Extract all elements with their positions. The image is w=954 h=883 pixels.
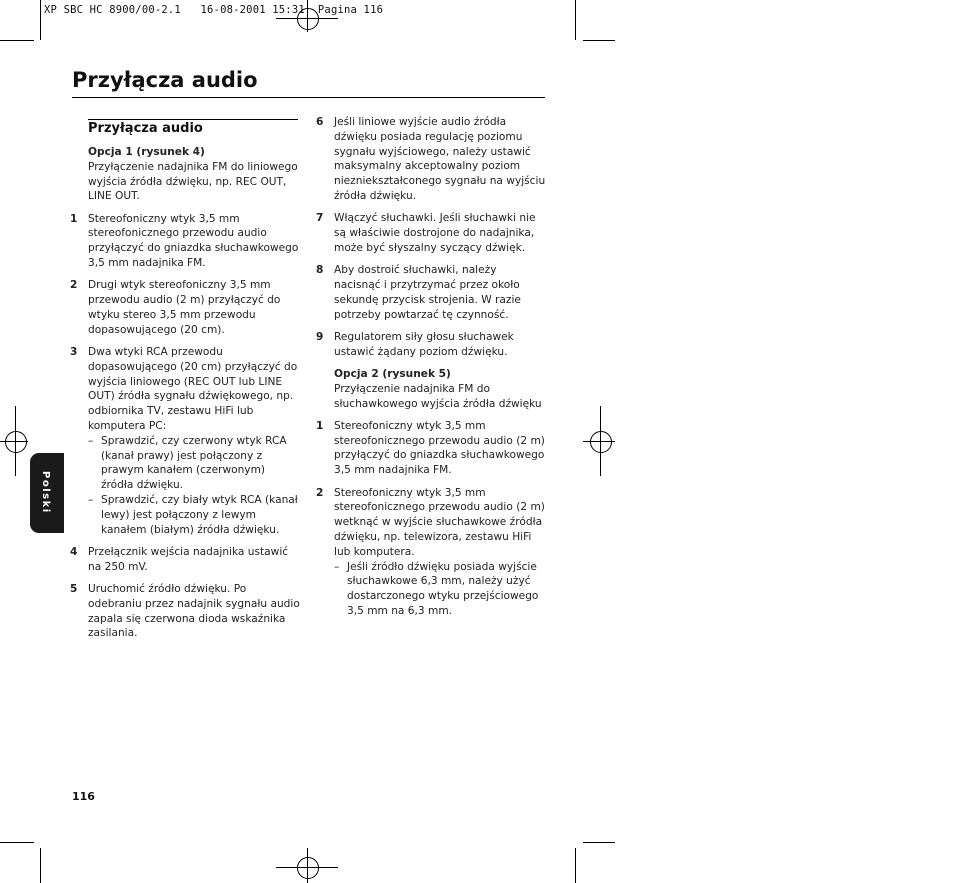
step-item bbox=[316, 211, 546, 255]
option1-text: Przyłączenie nadajnika FM do liniowego wyjścia źródła dźwięku, np. REC OUT, LINE OUT. bbox=[88, 160, 298, 203]
crop-mark bbox=[583, 842, 615, 843]
step-item bbox=[316, 115, 546, 204]
bullet-text: Sprawdzić, czy czerwony wtyk RCA (kanał prawy) jest połączony z prawym kanałem (czerwonym) źródła dźwięku. bbox=[101, 434, 287, 492]
crop-mark bbox=[575, 848, 576, 883]
step-number: 4 bbox=[70, 545, 78, 558]
registration-mark bbox=[276, 867, 338, 868]
step-item bbox=[70, 212, 300, 271]
step-number: 2 bbox=[70, 279, 78, 292]
step-number: 3 bbox=[70, 346, 78, 359]
step-text: Aby dostroić słuchawki, należy nacisnąć i przytrzymać przez około sekundę przycisk strojenia. W razie potrzeby powtarzać tę czynność. bbox=[334, 264, 521, 321]
step-number: 7 bbox=[316, 212, 324, 225]
section-title: Przyłącza audio bbox=[88, 121, 203, 136]
bullet-item bbox=[88, 434, 300, 493]
crop-mark bbox=[40, 0, 41, 40]
dash-mark: – bbox=[88, 434, 94, 447]
bullet-text: Jeśli źródło dźwięku posiada wyjście słuchawkowe 6,3 mm, należy użyć dostarczonego wtyku przejściowego 3,5 mm na 6,3 mm. bbox=[347, 560, 539, 617]
registration-mark bbox=[297, 857, 319, 879]
step-item bbox=[316, 263, 546, 322]
step-number: 6 bbox=[316, 116, 324, 128]
left-column bbox=[70, 145, 300, 641]
bullet-text: Sprawdzić, czy biały wtyk RCA (kanał lewy) jest połączony z lewym kanałem (białym) źródła dźwięku. bbox=[101, 494, 298, 536]
option2-text: Przyłączenie nadajnika FM do słuchawkowego wyjścia źródła dźwięku bbox=[334, 382, 542, 410]
step-item bbox=[70, 582, 300, 641]
registration-mark bbox=[583, 441, 615, 442]
step-text: Regulatorem siły głosu słuchawek ustawić żądany poziom dźwięku. bbox=[334, 330, 514, 358]
step-number: 8 bbox=[316, 264, 324, 277]
step-item bbox=[316, 419, 546, 478]
step-number: 1 bbox=[70, 212, 78, 225]
registration-mark bbox=[0, 441, 28, 442]
crop-mark bbox=[40, 848, 41, 883]
title-divider bbox=[72, 97, 545, 98]
step-item bbox=[70, 545, 300, 575]
section-divider bbox=[88, 119, 298, 120]
step-number: 2 bbox=[316, 486, 324, 499]
step-text: Stereofoniczny wtyk 3,5 mm stereofonicznego przewodu audio (2 m) wetknąć w wyjście słuchawkowe źródła dźwięku, np. telewizora, zestawu HiFi lub komputera. bbox=[334, 486, 545, 558]
registration-mark bbox=[276, 18, 338, 19]
step-text: Drugi wtyk stereofoniczny 3,5 mm przewodu audio (2 m) przyłączyć do wtyku stereo 3,5 mm przewodu dopasowującego (20 cm). bbox=[88, 279, 281, 336]
option1-heading: Opcja 1 (rysunek 4) bbox=[88, 146, 205, 158]
step-text: Dwa wtyki RCA przewodu dopasowującego (20 cm) przyłączyć do wyjścia liniowego (REC OUT lub LINE OUT) źródła sygnału dźwiękowego, np. odbiornika TV, zestawu HiFi lub komputera PC: bbox=[88, 346, 298, 433]
crop-mark bbox=[575, 0, 576, 40]
step-item bbox=[316, 330, 546, 360]
step-text: Stereofoniczny wtyk 3,5 mm stereofonicznego przewodu audio przyłączyć do gniazdka słuchawkowego 3,5 mm nadajnika FM. bbox=[88, 212, 299, 270]
step-number: 1 bbox=[316, 419, 324, 432]
registration-mark bbox=[590, 431, 612, 453]
page-title: Przyłącza audio bbox=[72, 68, 258, 92]
step-number: 5 bbox=[70, 583, 78, 596]
registration-mark bbox=[307, 848, 308, 883]
step-text: Włączyć słuchawki. Jeśli słuchawki nie są właściwie dostrojone do nadajnika, może być słyszalny syczący dźwięk. bbox=[334, 212, 536, 254]
step-text: Jeśli liniowe wyjście audio źródła dźwięku posiada regulację poziomu sygnału wyjściowego, należy ustawić maksymalny akceptowalny poziom niezniekształconego sygnału na wyjściu źródła dźwięku. bbox=[334, 116, 546, 202]
page-number: 116 bbox=[72, 790, 95, 803]
dash-mark: – bbox=[334, 560, 340, 573]
option2-heading: Opcja 2 (rysunek 5) bbox=[334, 367, 451, 380]
step-item bbox=[316, 486, 546, 619]
step-item bbox=[70, 345, 300, 537]
crop-mark bbox=[0, 40, 34, 41]
bullet-item bbox=[334, 560, 546, 619]
crop-mark bbox=[583, 40, 615, 41]
step-text: Uruchomić źródło dźwięku. Po odebraniu przez nadajnik sygnału audio zapala się czerwona dioda wskaźnika zasilania. bbox=[88, 583, 300, 640]
registration-mark bbox=[5, 431, 27, 453]
language-tab-label: Polski bbox=[40, 471, 51, 514]
bullet-item bbox=[88, 493, 300, 537]
step-text: Stereofoniczny wtyk 3,5 mm stereofonicznego przewodu audio (2 m) przyłączyć do gniazdka słuchawkowego 3,5 mm nadajnika FM. bbox=[334, 419, 545, 477]
step-text: Przełącznik wejścia nadajnika ustawić na 250 mV. bbox=[88, 545, 289, 573]
step-number: 9 bbox=[316, 330, 324, 343]
print-header: XP SBC HC 8900/00-2.1 16-08-2001 15:31 Pagina 116 bbox=[44, 4, 384, 16]
right-column bbox=[316, 115, 546, 619]
dash-mark: – bbox=[88, 494, 94, 507]
crop-mark bbox=[0, 842, 34, 843]
step-item bbox=[70, 278, 300, 337]
language-tab bbox=[30, 453, 64, 533]
